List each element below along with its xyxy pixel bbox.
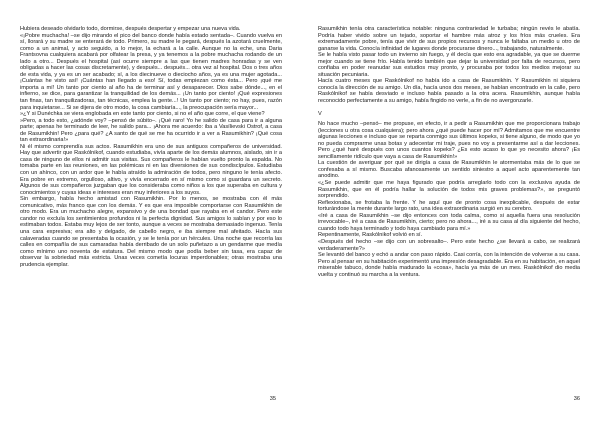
paragraph: No hace mucho –pensó– me propuse, en efecto, ir a pedir a Rasumikhin que me proporcionara trabajo (lecciones u otra cosa cualquiera); pero ahora ¿qué puede hacer por mí? Admitamos que me encuentre algunas lecciones e incluso que se reparta conmigo sus últimos kopeks, si tiene alguno, de modo que yo no pueda comprarme unas botas y adecentar mi traje, pues no voy a presentarme así a dar lecciones. Pero ¿qué haré después con unos cuantos kopeks? ¿Es esto acaso lo que yo necesito ahora? ¡Es sencillamente ridículo que vaya a casa de Rasumikhin!» [318, 121, 580, 160]
paragraph: Ni él mismo comprendía sus actos. Rasumikhin era uno de sus antiguos compañeros de universidad. Hay que advertir que Raskólnikof, cuando estudiaba, vivía aparte de los demás alumnos, aislado, sin ir a casa de ninguno de ellos ni admitir sus visitas. Sus compañeros le habían vuelto pronto la espalda. No tomaba parte en las reuniones, en las polémicas ni en las diversiones de sus condiscípulos. Estudiaba con un ahínco, con un ardor que le había atraído la admiración de todos, pero ninguno le tenía afecto. Era pobre en extremo, orgulloso, altivo, y vivía encerrado en sí mismo como si guardara un secreto. Algunos de sus compañeros juzgaban que los consideraba como niños a los que superaba en cultura y conocimientos y cuyas ideas e intereses eran muy inferiores a los suyos. [20, 143, 282, 196]
paragraph: Reflexionaba, se frotaba la frente. Y he aquí que de pronto cosa inexplicable, después de estar torturándose la mente durante largo rato, una idea extraordinaria surgió en su cerebro. [318, 199, 580, 213]
chapter-marker: V [318, 110, 322, 117]
paragraph: Repentinamente, Raskólnikof volvió en sí. [318, 232, 423, 239]
paragraph: «¿Se puede admitir que me haya figurado que podría arreglarlo todo con la exclusiva ayuda de Rasumikhin, que en él podría hallar la solución de todos mis graves problemas?», se preguntó sorprendido. [318, 180, 580, 200]
left-page-text [20, 26, 282, 268]
page-number: 36 [573, 396, 580, 402]
page-number: 35 [269, 396, 276, 402]
paragraph: Hubiera deseado olvidarlo todo, dormirse, después despertar y empezar una nueva vida. [20, 26, 241, 32]
paragraph: »Pero, a todo esto, ¿adónde voy? –pensó de súbito–. ¡Qué raro! Yo he salido de casa para ir a alguna parte; apenas he terminado de leer, he salido para... ¡Ahora me acuerdo: iba a Vasílievski Ostrof, a casa de Rasumikhin! Pero ¿para qué? ¿A santo de qué se me ha ocurrido ir a ver a Rasumikhin? ¡Qué cosa tan extraordinaria!» [20, 117, 282, 144]
paragraph: «¡Pobre muchacha! –se dijo mirando el pico del banco donde había estado sentada–. Cuando vuelva en sí, llorará y su madre se enterará de todo. Primero, su madre le pegará, después la azotará cruelmente, como a un animal, y acto seguido, a lo mejor, la echará a la calle. Aunque no la eche, una Daria Frantsovna cualquiera acabará por olfatear la presa, y ya tenemos a la pobre muchacha rodando de un lado a otro... Después el hospital (así ocurre siempre a las que tienen madres honradas y se ven obligadas a hacer las cosas discretamente), y después... después... otra vez al hospital. Dos o tres años de esta vida, y ya es un ser acabado; sí, a los diecinueve o dieciocho años, ya es una mujer agotada... ¡Cuántas he visto así! ¡Cuántas han llegado a eso! Sí, todas empiezan como ésta... Pero ¡qué me importa a mí! Un tanto por ciento al año ha de terminar así y desaparecer. Dios sabe dónde..., en el infierno, se dice, para garantizar la tranquilidad de los demás... ¡Un tanto por ciento! ¡Qué expresiones tan finas, tan tranquilizadoras, tan técnicas, emplea la gente...! Un tanto por ciento; no hay, pues, razón para inquietarse... Si se dijera de otro modo, la cosa cambiaría..., la preocupación sería mayor... [20, 32, 282, 111]
paragraph: Sin embargo, había hecho amistad con Rasumikhin. Por lo menos, se mostraba con él más comunicativo, más franco que con los demás. Y es que era imposible comportarse con Rasumikhin de otro modo. Era un muchacho alegre, expansivo y de una bondad que rayaba en el candor. Pero este candor no excluía los sentimientos profundos ni la perfecta dignidad. Sus amigos lo sabían y por eso lo estimaban todos. Estaba muy lejos de ser tonto, aunque a veces se mostraba demasiado ingenuo. Tenía una cara expresiva; era alto y delgado, de cabello negro, e iba siempre mal afeitado. Hacía sus calaveradas cuando se presentaba la ocasión, y se le tenía por un hércules. Una noche que recorría las calles en compañía de sus camaradas había derribado de un solo puñetazo a un gendarme que medía como mínimo uno noventa de estatura. Del mismo modo que podía beber sin tasa, era capaz de observar la sobriedad más estricta. Unas veces cometía locuras imperdonables; otras mostraba una prudencia ejemplar. [20, 196, 282, 268]
paragraph: Hacía cuatro meses que Raskólnikof no había ido a casa de Rasumikhin. Y Rasumikhin ni siquiera conocía la dirección de su amigo. Un día, hacía unos dos meses, se habían encontrado en la calle, pero Raskólnikof se había desviado e incluso había pasado a la otra acera. Rasumikhin, aunque había reconocido perfectamente a su amigo, había fingido no verle, a fin de no avergonzarle. [318, 78, 580, 105]
paragraph: Se levantó del banco y echó a andar con paso rápido. Casi corría, con la intención de volverse a su casa. Pero al pensar en su habitación experimentó una impresión desagradable. Era en su habitación, en aquel miserable tabuco, donde había madurado la «cosa», hacía ya más de un mes. Raskólnikof dio media vuelta y continuó su marcha a la ventura. [318, 252, 580, 278]
right-page [318, 26, 580, 424]
paragraph: Rasumikhin tenía otra característica notable: ninguna contrariedad le turbaba; ningún revés le abatía. Podría haber vivido sobre un tejado, soportar el hambre más atroz y los fríos más crueles. Era extremadamente pobre, tenía que vivir de sus propios recursos y nunca le faltaba un medio u otro de ganarse la vida. Conocía infinidad de lugares donde procurarse dinero..., trabajando, naturalmente. [318, 26, 580, 52]
paragraph: «Iré a casa de Rasumikhin –se dijo entonces con toda calma, como si aquella fuera una resolución irrevocable–, iré a casa de Rasumikhin, cierto; pero no ahora..., iré a su casa al día siguiente del hecho, cuando todo haya terminado y todo haya cambiado para mí.» [318, 212, 580, 232]
right-page-text [318, 26, 580, 278]
paragraph: Se le había visto pasar todo un invierno sin fuego, y él decía que esto era agradable, ya que se duerme mejor cuando se tiene frío. Había tenido también que dejar la universidad por falta de recursos, pero confiaba en poder reanudar sus estudios muy pronto, y procuraba por todos los medios mejorar su situación pecuniaria. [318, 52, 580, 78]
paragraph: La cuestión de averiguar por qué se dirigía a casa de Rasumikhin le atormentaba más de lo que se confesaba a sí mismo. Buscaba afanosamente un sentido siniestro a aquel acto aparentemente tan anodino. [318, 160, 580, 180]
paragraph: «Después del hecho –se dijo con un sobresalto–. Pero este hecho ¿se llevará a cabo, se realizará verdaderamente?» [318, 238, 580, 252]
left-page [20, 26, 282, 424]
paragraph: »¿Y si Dunéchka se viera englobada en este tanto por ciento, si no el año que corre, el que viene? [20, 111, 265, 118]
